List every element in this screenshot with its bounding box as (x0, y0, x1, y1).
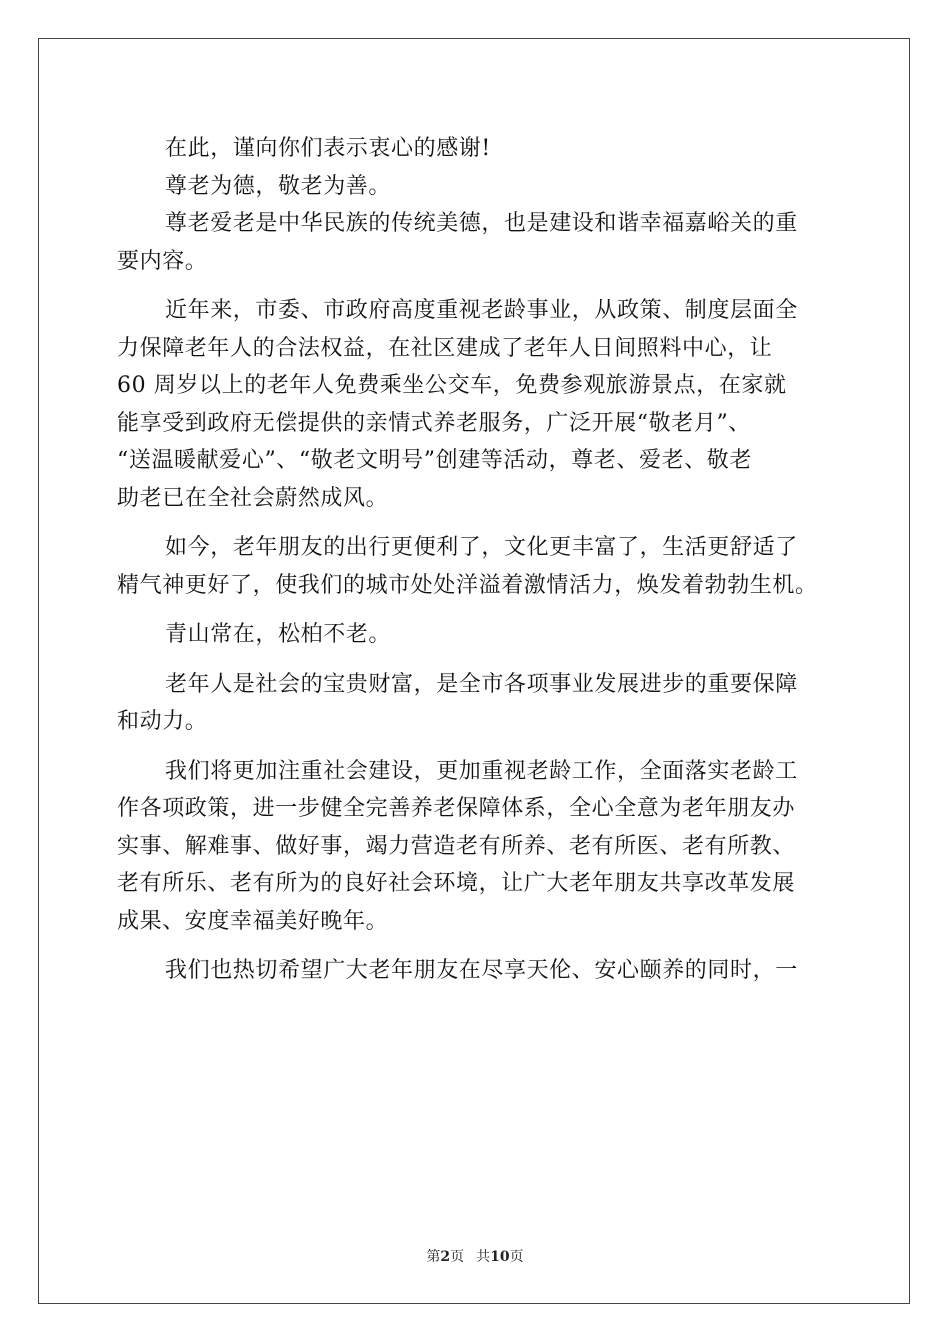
text-line: 成果、安度幸福美好晚年。 (117, 908, 389, 934)
text-line: 在此，谨向你们表示衷心的感谢! (165, 136, 491, 161)
page-suffix: 页 (450, 1249, 465, 1265)
document-body (117, 130, 833, 990)
text-line: 力保障老年人的合法权益，在社区建成了老年人日间照料中心，让 (117, 335, 773, 361)
text-line: 如今，老年朋友的出行更便利了，文化更丰富了，生活更舒适了 (165, 535, 798, 560)
text-line: 尊老爱老是中华民族的传统美德，也是建设和谐幸福嘉峪关的重 (165, 211, 798, 236)
page-prefix: 第 (426, 1249, 441, 1265)
text-line: 和动力。 (117, 709, 208, 734)
text-line: 实事、解难事、做好事，竭力营造老有所养、老有所医、老有所教、 (117, 833, 796, 859)
text-line: 助老已在全社会蔚然成风。 (117, 485, 389, 511)
total-suffix: 页 (509, 1249, 524, 1265)
text-line: 青山常在，松柏不老。 (165, 622, 392, 647)
text-line: 尊老为德，敬老为善。 (165, 173, 392, 199)
text-line: 精气神更好了，使我们的城市处处洋溢着激情活力，焕发着勃勃生机。 (117, 572, 818, 598)
text-line: 我们将更加注重社会建设，更加重视老龄工作，全面落实老龄工 (165, 758, 798, 784)
text-line: 要内容。 (117, 248, 208, 274)
text-line: “送温暖献爱心”、“敬老文明号”创建等活动，尊老、爱老、敬老 (117, 448, 752, 473)
page-footer (0, 1247, 950, 1267)
text-line: 老年人是社会的宝贵财富，是全市各项事业发展进步的重要保障 (165, 671, 798, 697)
page-number: 2 (440, 1249, 451, 1265)
text-line: 作各项政策，进一步健全完善养老保障体系，全心全意为老年朋友办 (117, 796, 796, 821)
total-prefix: 共 (476, 1249, 491, 1265)
text-line: 老有所乐、老有所为的良好社会环境，让广大老年朋友共享改革发展 (117, 871, 796, 896)
text-line: 能享受到政府无偿提供的亲情式养老服务，广泛开展“敬老月”、 (117, 410, 751, 436)
total-pages: 10 (490, 1249, 510, 1265)
text-line: 我们也热切希望广大老年朋友在尽享天伦、安心颐养的同时，一 (165, 958, 798, 983)
text-line: 60 周岁以上的老年人免费乘坐公交车，免费参观旅游景点，在家就 (117, 373, 787, 398)
text-line: 近年来，市委、市政府高度重视老龄事业，从政策、制度层面全 (165, 298, 798, 323)
